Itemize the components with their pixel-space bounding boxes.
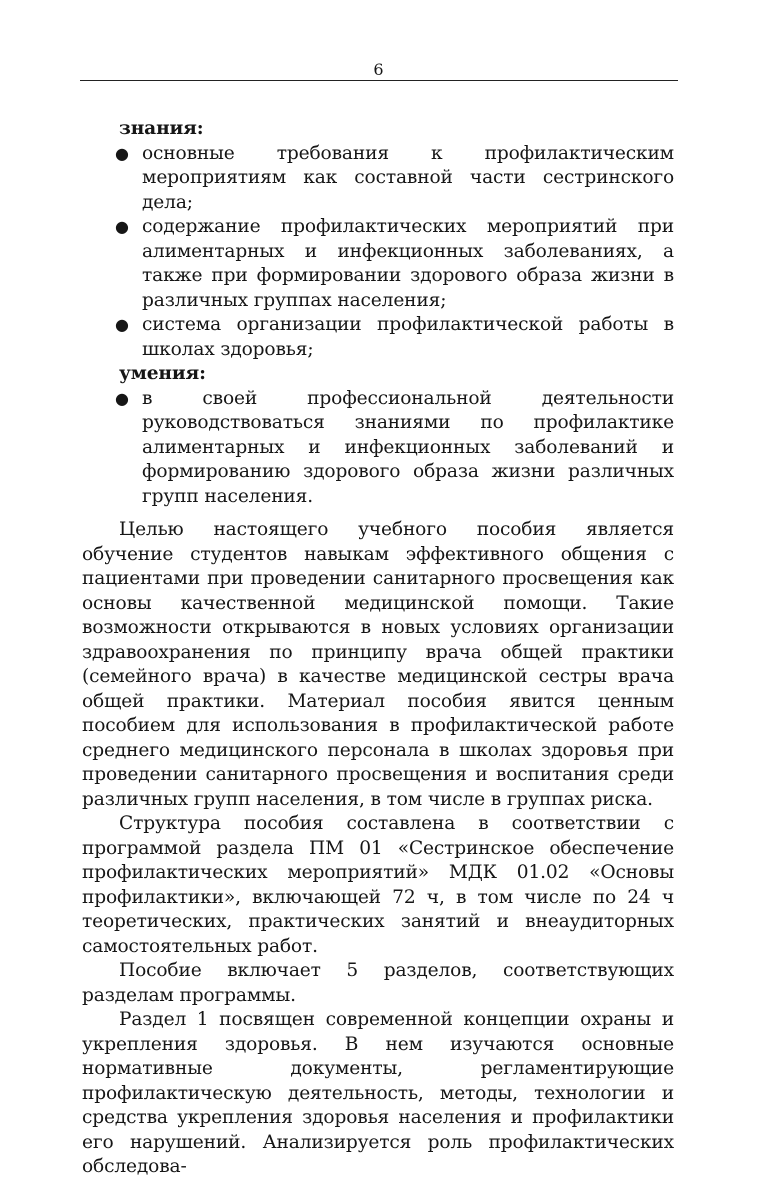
bullet-icon: ● bbox=[115, 388, 129, 408]
paragraph: Целью настоящего учебного пособия является обучение студентов навыкам эффективного общения с пациентами при проведении санитарного просвещения как основы качественной медицинской помощи. Такие возможности открываются в новых условиях организации здравоохранения по принципу врача общей практики (семейного врача) в качестве медицинской сестры врача общей практики. Материал пособия явится ценным пособием для использования в профилактической работе среднего медицинского персонала в школах здоровья при проведении санитарного просвещения и воспитания среди различных групп населения, в том числе в группах риска. bbox=[82, 519, 674, 810]
list-item-text: основные требования к профилактическим мероприятиям как составной части сестринского дела; bbox=[142, 142, 674, 213]
paragraph: Пособие включает 5 разделов, соответствующих разделам программы. bbox=[82, 960, 674, 1006]
list-item bbox=[82, 313, 674, 362]
bullet-icon: ● bbox=[115, 315, 129, 334]
paragraph: Структура пособия составлена в соответствии с программой раздела ПМ 01 «Сестринское обеспечение профилактических мероприятий» МДК 01.02 «Основы профилактики», включающей 72 ч, в том числе по 24 ч теоретических, практических занятий и внеаудиторных самостоятельных работ. bbox=[82, 813, 674, 957]
list-item-text: содержание профилактических мероприятий при алиментарных и инфекционных заболеваниях, а также при формировании здорового образа жизни в различных группах населения; bbox=[142, 216, 674, 311]
list-item-text: система организации профилактической работы в школах здоровья; bbox=[142, 314, 674, 360]
list-item bbox=[82, 215, 674, 313]
skills-label: умения: bbox=[119, 363, 206, 384]
knowledge-list bbox=[82, 142, 674, 363]
page-content bbox=[82, 117, 674, 1180]
bullet-icon: ● bbox=[115, 143, 129, 163]
header-rule bbox=[80, 80, 678, 81]
skills-list bbox=[82, 387, 674, 510]
bullet-icon: ● bbox=[115, 217, 129, 236]
paragraph: Раздел 1 посвящен современной концепции охраны и укрепления здоровья. В нем изучаются основные нормативные документы, регламентирующие профилактическую деятельность, методы, технологии и средства укрепления здоровья населения и профилактики его нарушений. Анализируется роль профилактических обследова- bbox=[82, 1009, 674, 1177]
list-item bbox=[82, 142, 674, 216]
list-item-text: в своей профессиональной деятельности руководствоваться знаниями по профилактике алиментарных и инфекционных заболеваний и формированию здорового образа жизни различных групп населения. bbox=[142, 387, 674, 507]
knowledge-label: знания: bbox=[119, 118, 204, 139]
list-item bbox=[82, 387, 674, 510]
page-number: 6 bbox=[373, 60, 384, 79]
